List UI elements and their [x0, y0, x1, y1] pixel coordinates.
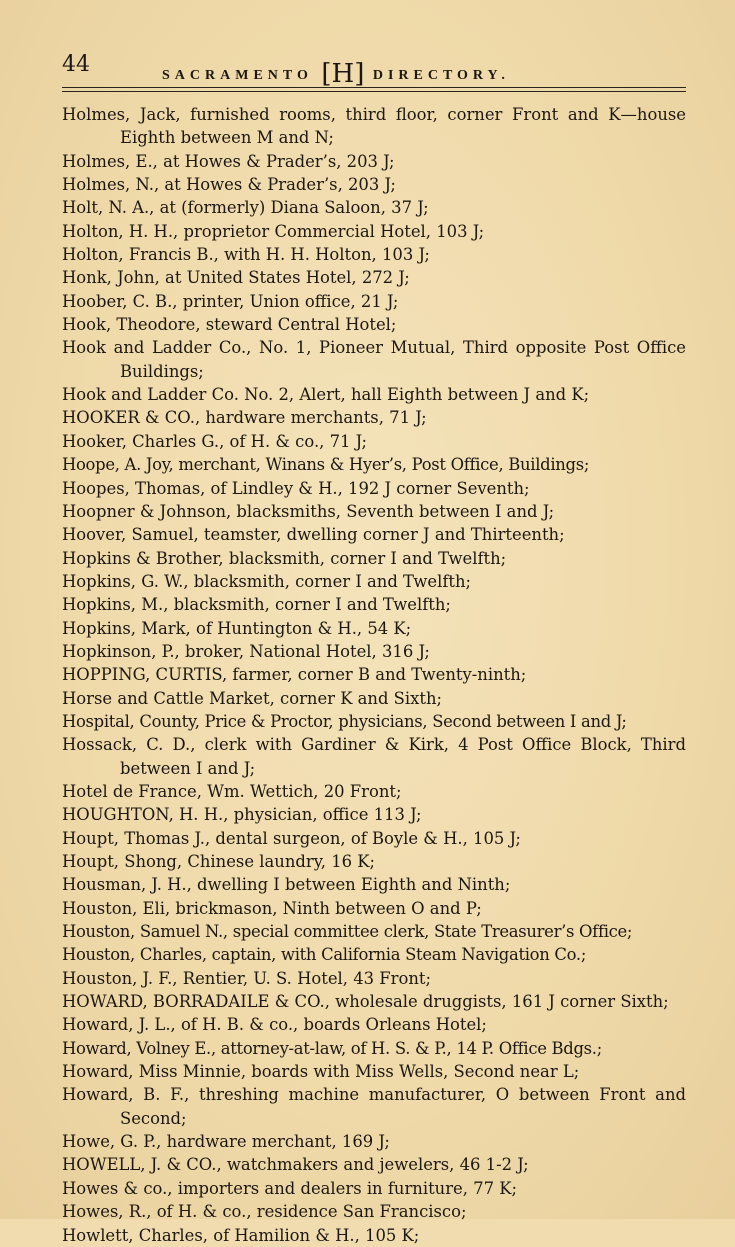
directory-entry: Hopkinson, P., broker, National Hotel, 316 J;	[62, 641, 430, 661]
running-head-left: SACRAMENTO	[162, 68, 313, 83]
directory-entry: HOUGHTON, H. H., physician, office 113 J;	[62, 805, 422, 825]
directory-entry: Holt, N. A., at (formerly) Diana Saloon, 37 J;	[62, 198, 429, 218]
directory-entry: HOWELL, J. & CO., watchmakers and jewelers, 46 1-2 J;	[62, 1155, 529, 1175]
directory-entry: Hoober, C. B., printer, Union office, 21 J;	[62, 291, 399, 311]
directory-entry: Howard, J. L., of H. B. & co., boards Orleans Hotel;	[62, 1015, 487, 1035]
directory-entry: Hoopes, Thomas, of Lindley & H., 192 J corner Seventh;	[62, 478, 530, 498]
directory-entry: Houston, J. F., Rentier, U. S. Hotel, 43 Front;	[62, 968, 432, 988]
directory-entry: Hospital, County, Price & Proctor, physicians, Second between I and J;	[62, 711, 627, 731]
directory-entry: Howard, Miss Minnie, boards with Miss Wells, Second near L;	[62, 1062, 580, 1082]
directory-entry: HOOKER & CO., hardware merchants, 71 J;	[62, 408, 427, 428]
directory-entry: Holmes, E., at Howes & Prader’s, 203 J;	[62, 151, 395, 171]
directory-entry: Howes & co., importers and dealers in furniture, 77 K;	[62, 1178, 518, 1198]
directory-entry: Houston, Eli, brickmason, Ninth between O and P;	[62, 898, 482, 918]
directory-entry: Hook, Theodore, steward Central Hotel;	[62, 315, 397, 335]
page-header	[62, 50, 686, 89]
directory-entry: Hossack, C. D., clerk with Gardiner & Kirk, 4 Post Office Block, Third between I and J;	[62, 735, 686, 778]
directory-entry: Hook and Ladder Co. No. 2, Alert, hall Eighth between J and K;	[62, 385, 590, 405]
directory-entry: Houpt, Shong, Chinese laundry, 16 K;	[62, 852, 376, 871]
directory-entry: Houpt, Thomas J., dental surgeon, of Boyle & H., 105 J;	[62, 828, 521, 848]
directory-entry: Holton, H. H., proprietor Commercial Hotel, 103 J;	[62, 221, 485, 241]
directory-entry: Holmes, N., at Howes & Prader’s, 203 J;	[62, 175, 396, 195]
directory-entry: Hoope, A. Joy, merchant, Winans & Hyer’s, Post Office, Buildings;	[62, 455, 590, 475]
directory-entry: Houston, Charles, captain, with California Steam Navigation Co.;	[62, 945, 587, 965]
directory-entry: Houston, Samuel N., special committee clerk, State Treasurer’s Office;	[62, 922, 633, 942]
page-number: 44	[62, 52, 90, 77]
directory-entry: HOPPING, CURTIS, farmer, corner B and Twenty-ninth;	[62, 665, 527, 685]
directory-entry: Holton, Francis B., with H. H. Holton, 103 J;	[62, 245, 430, 265]
directory-entry: HOWARD, BORRADAILE & CO., wholesale druggists, 161 J corner Sixth;	[62, 992, 669, 1012]
directory-entries	[62, 103, 686, 1247]
directory-entry: Hook and Ladder Co., No. 1, Pioneer Mutual, Third opposite Post Office Buildings;	[62, 338, 686, 381]
directory-entry: Hoopner & Johnson, blacksmiths, Seventh between I and J;	[62, 501, 555, 521]
running-head-right: DIRECTORY.	[372, 68, 510, 83]
directory-entry: Honk, John, at United States Hotel, 272 J;	[62, 268, 410, 288]
directory-entry: Holmes, Jack, furnished rooms, third floor, corner Front and K—house Eighth between M and N;	[62, 105, 686, 148]
running-head	[162, 56, 510, 89]
directory-entry: Hoover, Samuel, teamster, dwelling corner J and Thirteenth;	[62, 525, 565, 545]
header-rule	[62, 87, 686, 92]
directory-entry: Hopkins, G. W., blacksmith, corner I and Twelfth;	[62, 571, 472, 591]
directory-entry: Howes, R., of H. & co., residence San Francisco;	[62, 1202, 467, 1222]
directory-entry: Hopkins & Brother, blacksmith, corner I and Twelfth;	[62, 548, 507, 568]
directory-entry: Housman, J. H., dwelling I between Eighth and Ninth;	[62, 875, 511, 895]
directory-entry: Howlett, Charles, of Hamilion & H., 105 K;	[62, 1225, 420, 1245]
running-head-letter: [H]	[321, 59, 365, 89]
directory-entry: Howard, B. F., threshing machine manufacturer, O between Front and Second;	[62, 1085, 686, 1128]
directory-entry: Howe, G. P., hardware merchant, 169 J;	[62, 1132, 390, 1152]
directory-entry: Hotel de France, Wm. Wettich, 20 Front;	[62, 781, 402, 801]
directory-entry: Hooker, Charles G., of H. & co., 71 J;	[62, 431, 368, 451]
directory-entry: Howard, Volney E., attorney-at-law, of H. S. & P., 14 P. Office Bdgs.;	[62, 1038, 602, 1058]
directory-entry: Hopkins, M., blacksmith, corner I and Twelfth;	[62, 595, 451, 615]
directory-entry: Hopkins, Mark, of Huntington & H., 54 K;	[62, 618, 412, 638]
directory-entry: Horse and Cattle Market, corner K and Sixth;	[62, 688, 443, 708]
